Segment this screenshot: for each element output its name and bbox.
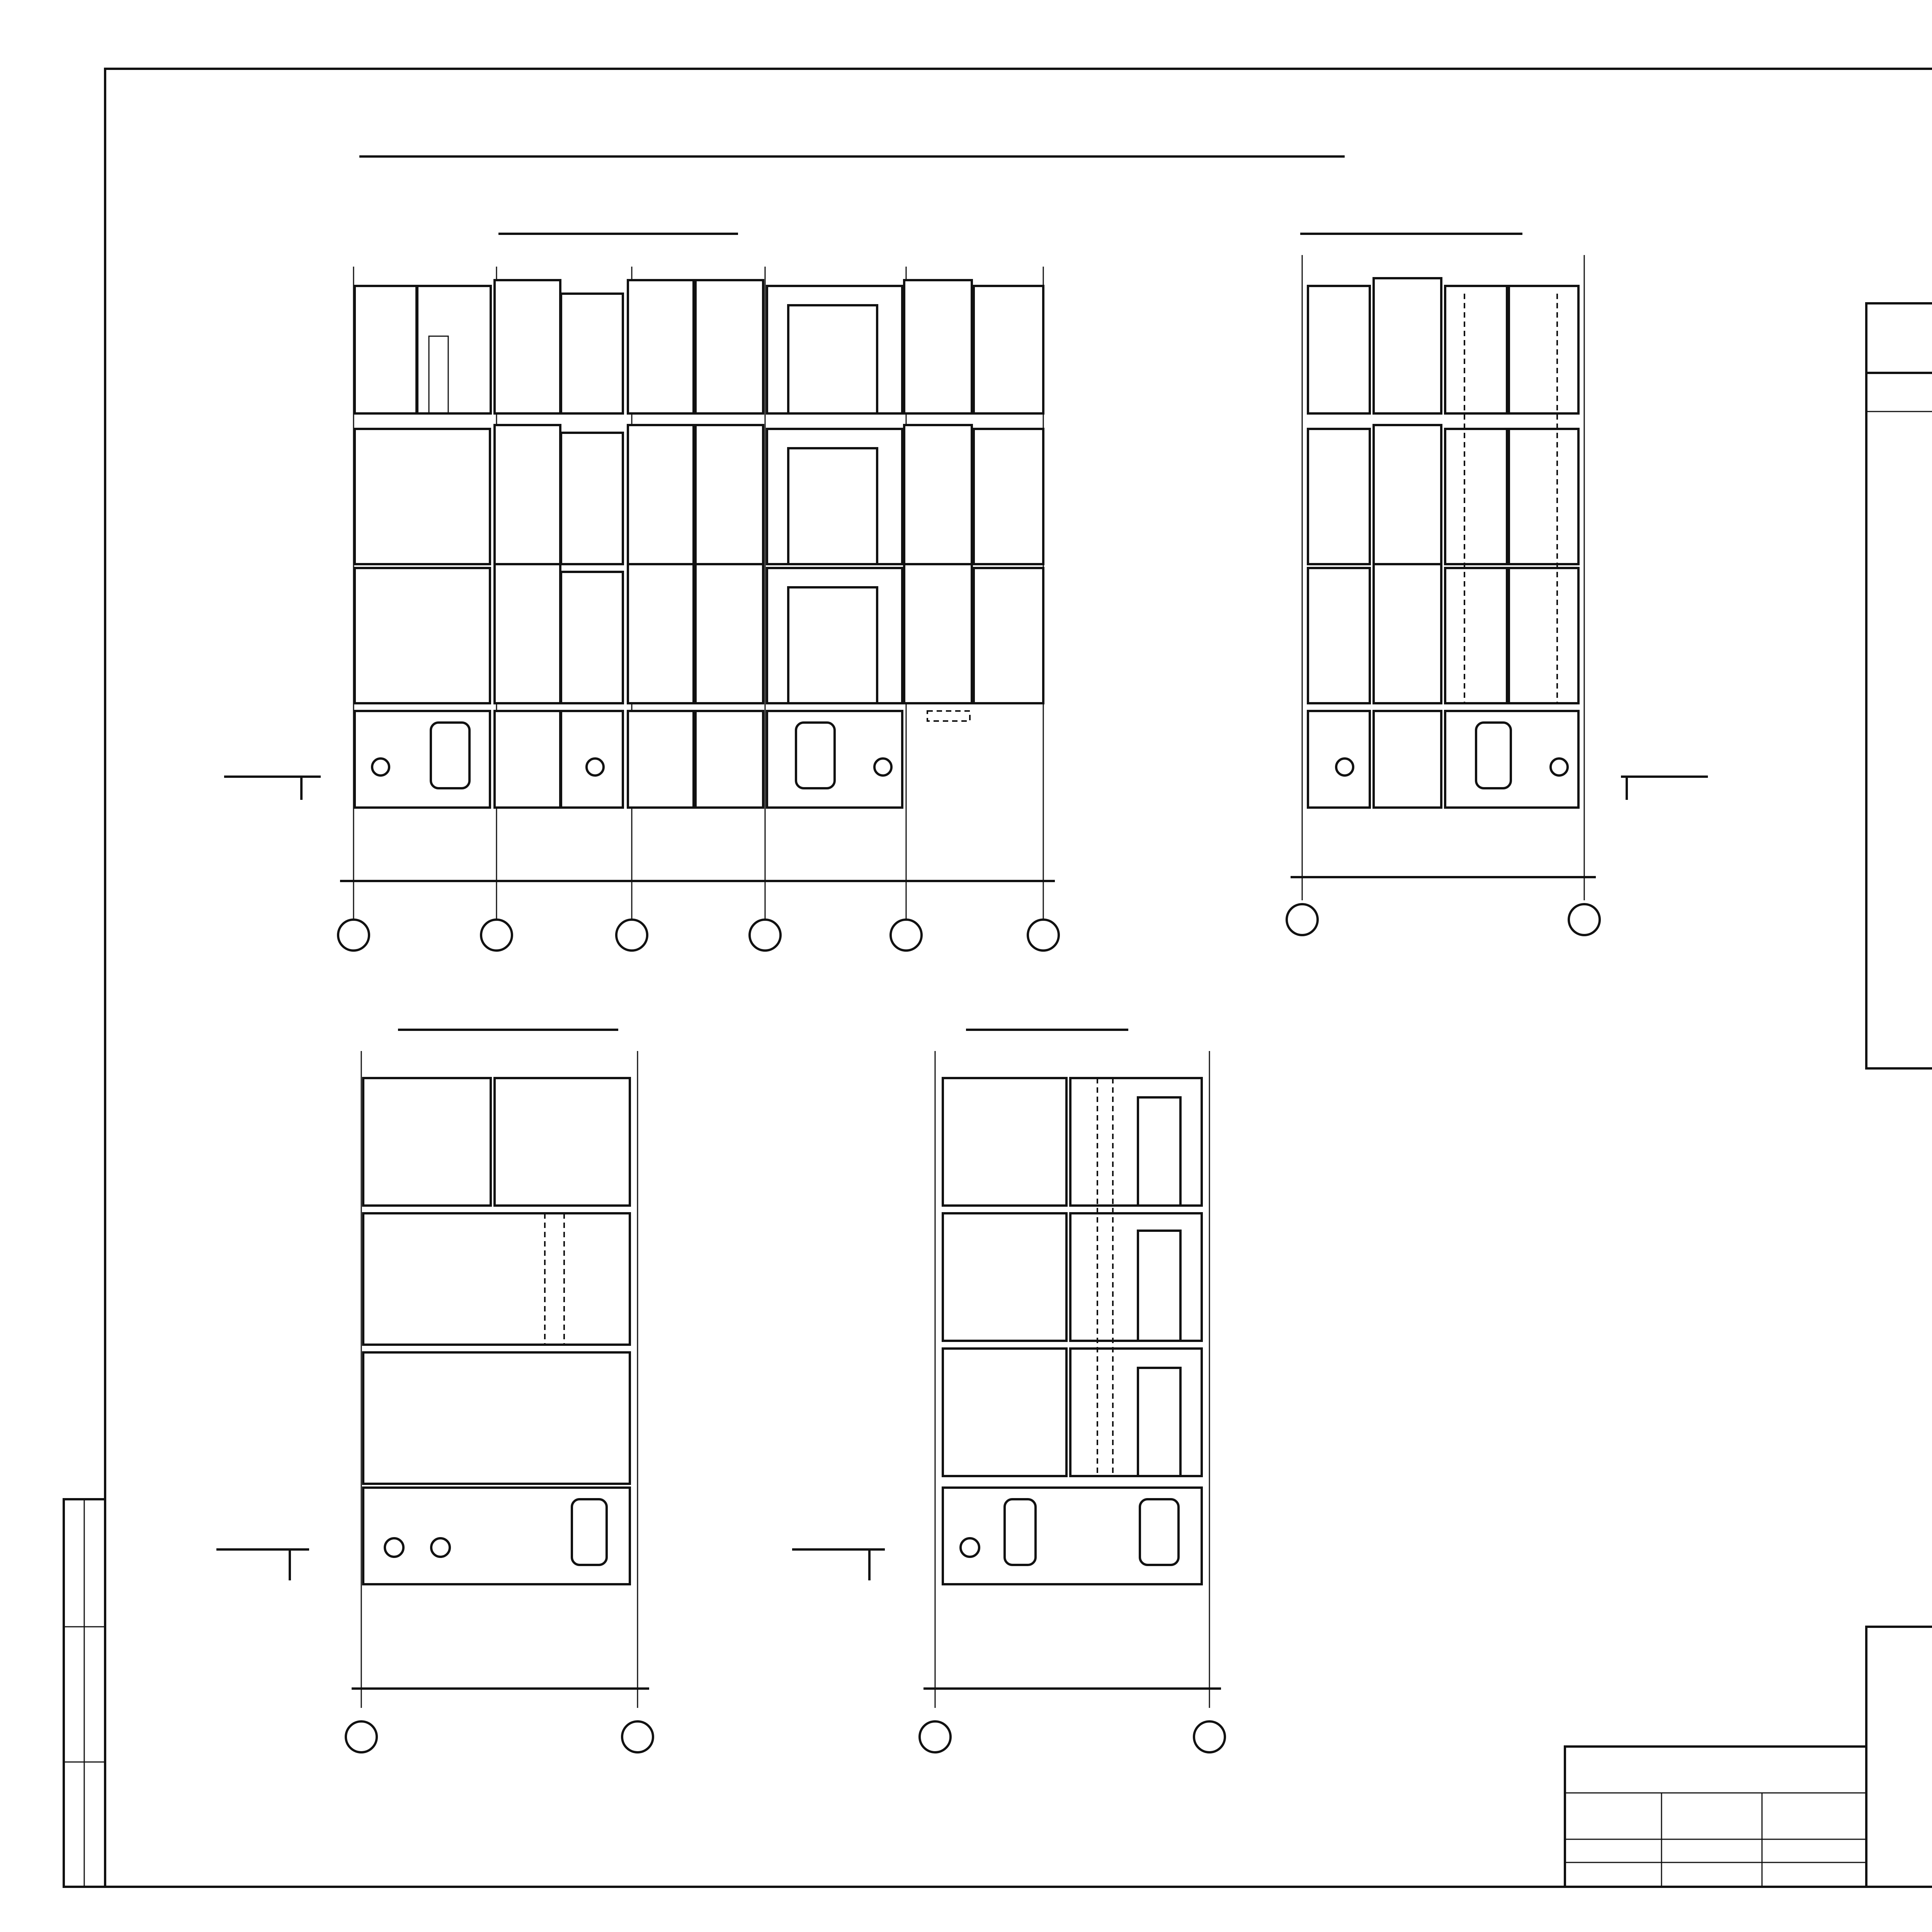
- title-block: [1866, 1627, 1932, 1887]
- view-axis-1: [224, 234, 1059, 951]
- binding-block: [1565, 1747, 1866, 1887]
- view-axis-izh: [216, 1030, 653, 1752]
- left-stamp-strip: [64, 1499, 105, 1887]
- view-axis-ed: [1287, 234, 1708, 935]
- spec-table: [1866, 303, 1932, 1068]
- view-axis-zh: [792, 1030, 1225, 1752]
